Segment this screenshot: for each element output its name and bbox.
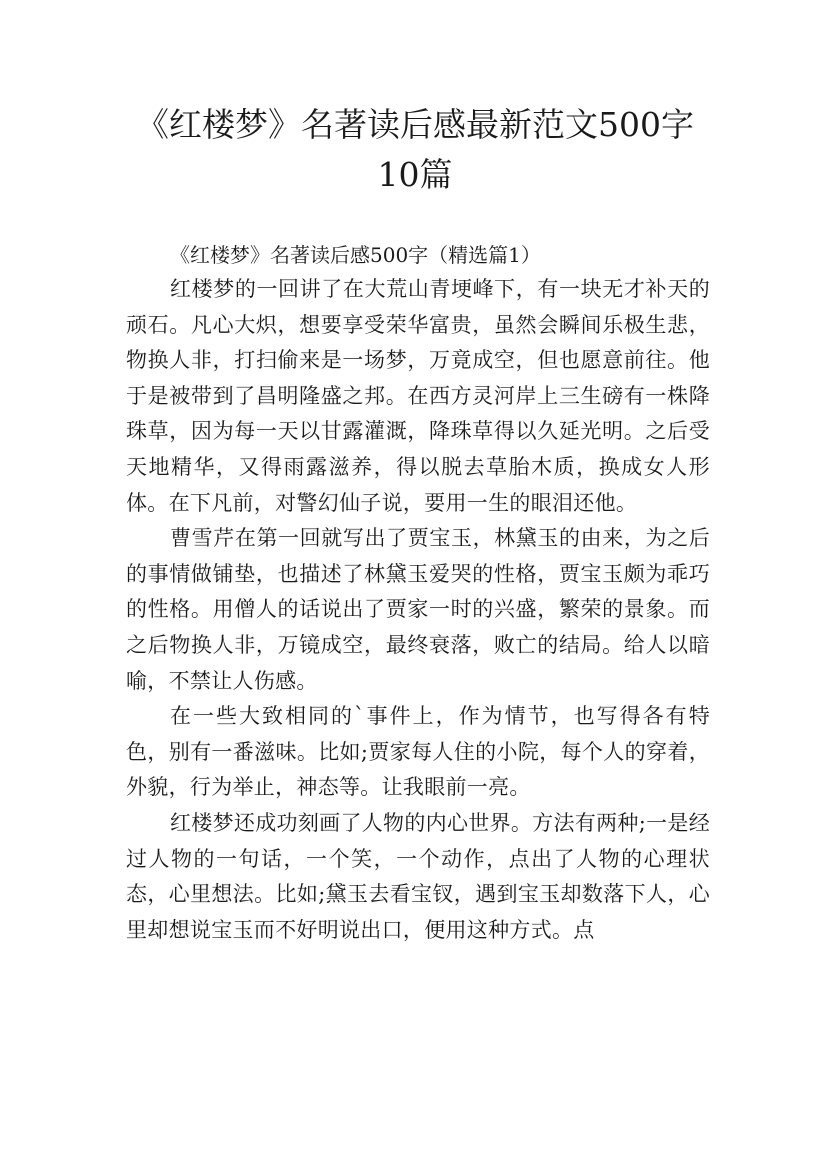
paragraph: 曹雪芹在第一回就写出了贾宝玉，林黛玉的由来，为之后的事情做铺垫，也描述了林黛玉爱哭的性格，贾宝玉颇为乖巧的性格。用僧人的话说出了贾家一时的兴盛，繁荣的景象。而之后物换人非，万镜成空，最终衰落，败亡的结局。给人以暗喻，不禁让人伤感。	[126, 526, 710, 693]
document-title: 《红楼梦》名著读后感最新范文500字10篇	[136, 105, 694, 194]
paragraph: 红楼梦还成功刻画了人物的内心世界。方法有两种;一是经过人物的一句话，一个笑，一个动作，点出了人物的心理状态，心里想法。比如;黛玉去看宝钗，遇到宝玉却数落下人，心里却想说宝玉而不好明说出口，便用这种方式。点	[126, 810, 710, 942]
paragraph: 在一些大致相同的`事件上，作为情节，也写得各有特色，别有一番滋味。比如;贾家每人住的小院，每个人的穿着，外貌，行为举止，神态等。让我眼前一亮。	[126, 704, 710, 800]
article-body	[126, 238, 710, 948]
section-title: 《红楼梦》名著读后感500字（精选篇1）	[170, 243, 541, 267]
paragraph: 红楼梦的一回讲了在大荒山青埂峰下，有一块无才补天的顽石。凡心大炽，想要享受荣华富贵，虽然会瞬间乐极生悲，物换人非，打扫偷来是一场梦，万竟成空，但也愿意前往。他于是被带到了昌明隆盛之邦。在西方灵河岸上三生磅有一株降珠草，因为每一天以甘露灌溉，降珠草得以久延光明。之后受天地精华，又得雨露滋养，得以脱去草胎木质，换成女人形体。在下凡前，对警幻仙子说，要用一生的眼泪还他。	[126, 277, 710, 515]
